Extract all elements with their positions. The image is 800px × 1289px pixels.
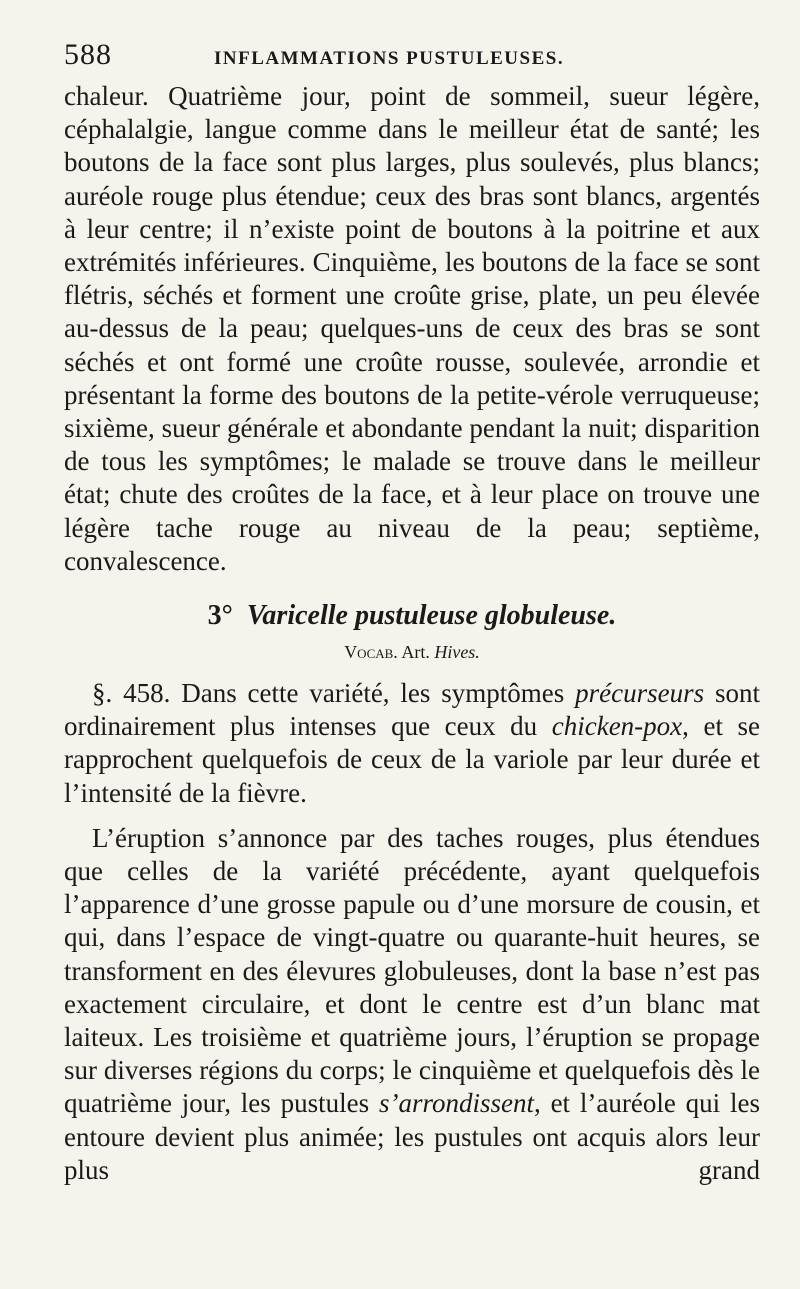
section-heading	[64, 600, 760, 632]
paragraph-458	[64, 677, 760, 810]
p458-rest: , et se rapprochent quelquefois de ceux de la variole par leur durée et l’intensité de la fièvre.	[64, 711, 760, 808]
p458-lead: §. 458. Dans cette variété, les symptômes	[92, 678, 576, 709]
p458-mid: sont ordinairement plus intenses que ceux du	[64, 678, 760, 742]
p458-italic-precurseurs: précurseurs	[575, 678, 705, 709]
page-number: 588	[64, 38, 112, 71]
paragraph-spacer	[64, 810, 760, 822]
vocabulary-reference	[64, 642, 760, 663]
paragraph-continuation: chaleur. Quatrième jour, point de sommeil, sueur légère, céphalalgie, langue comme dans le meilleur état de santé; les boutons de la face sont plus larges, plus soulevés, plus blancs; auréole rouge plus étendue; ceux des bras sont blancs, argentés à leur centre; il n’existe point de boutons à la poitrine et aux extrémités inférieures. Cinquième, les boutons de la face se sont flétris, séchés et forment une croûte grise, plate, un peu élevée au-dessus de la peau; quelques-uns de ceux des bras se sont séchés et ont formé une croûte rousse, soulevée, arrondie et présentant la forme des boutons de la petite-vérole verruqueuse; sixième, sueur générale et abondante pendant la nuit; disparition de tous les symptômes; le malade se trouve dans le meilleur état; chute des croûtes de la face, et à leur place on trouve une légère tache rouge au niveau de la peau; septième, convalescence.	[64, 81, 760, 576]
eruption-italic: s’arrondissent	[378, 1088, 534, 1119]
section-number: 3°	[207, 600, 233, 632]
vocab-term: Hives.	[434, 642, 480, 663]
page-header	[64, 38, 760, 80]
p458-italic-chicken-pox: chicken-pox	[551, 711, 683, 742]
section-title: Varicelle pustuleuse globuleuse.	[246, 600, 617, 632]
vocab-art: Art.	[401, 642, 430, 663]
running-head: INFLAMMATIONS PUSTULEUSES.	[214, 48, 565, 69]
paragraph-eruption	[64, 822, 760, 1187]
vocab-abbr: Vocab.	[344, 642, 398, 663]
eruption-rest: , et l’auréole qui les entoure devient plus animée; les pustules ont acquis alors leur plus grand	[64, 1088, 761, 1185]
eruption-lead: L’éruption s’annonce par des taches rouges, plus étendues que celles de la variété précédente, ayant quelquefois l’apparence d’une grosse papule ou d’une morsure de cousin, et qui, dans l’espace de vingt-quatre ou quarante-huit heures, se transforment en des élevures globuleuses, dont la base n’est pas exactement circulaire, et dont le centre est d’un blanc mat laiteux. Les troisième et quatrième jours, l’éruption se propage sur diverses régions du corps; le cinquième et quelquefois dès le quatrième jour, les pustules	[64, 822, 760, 1119]
